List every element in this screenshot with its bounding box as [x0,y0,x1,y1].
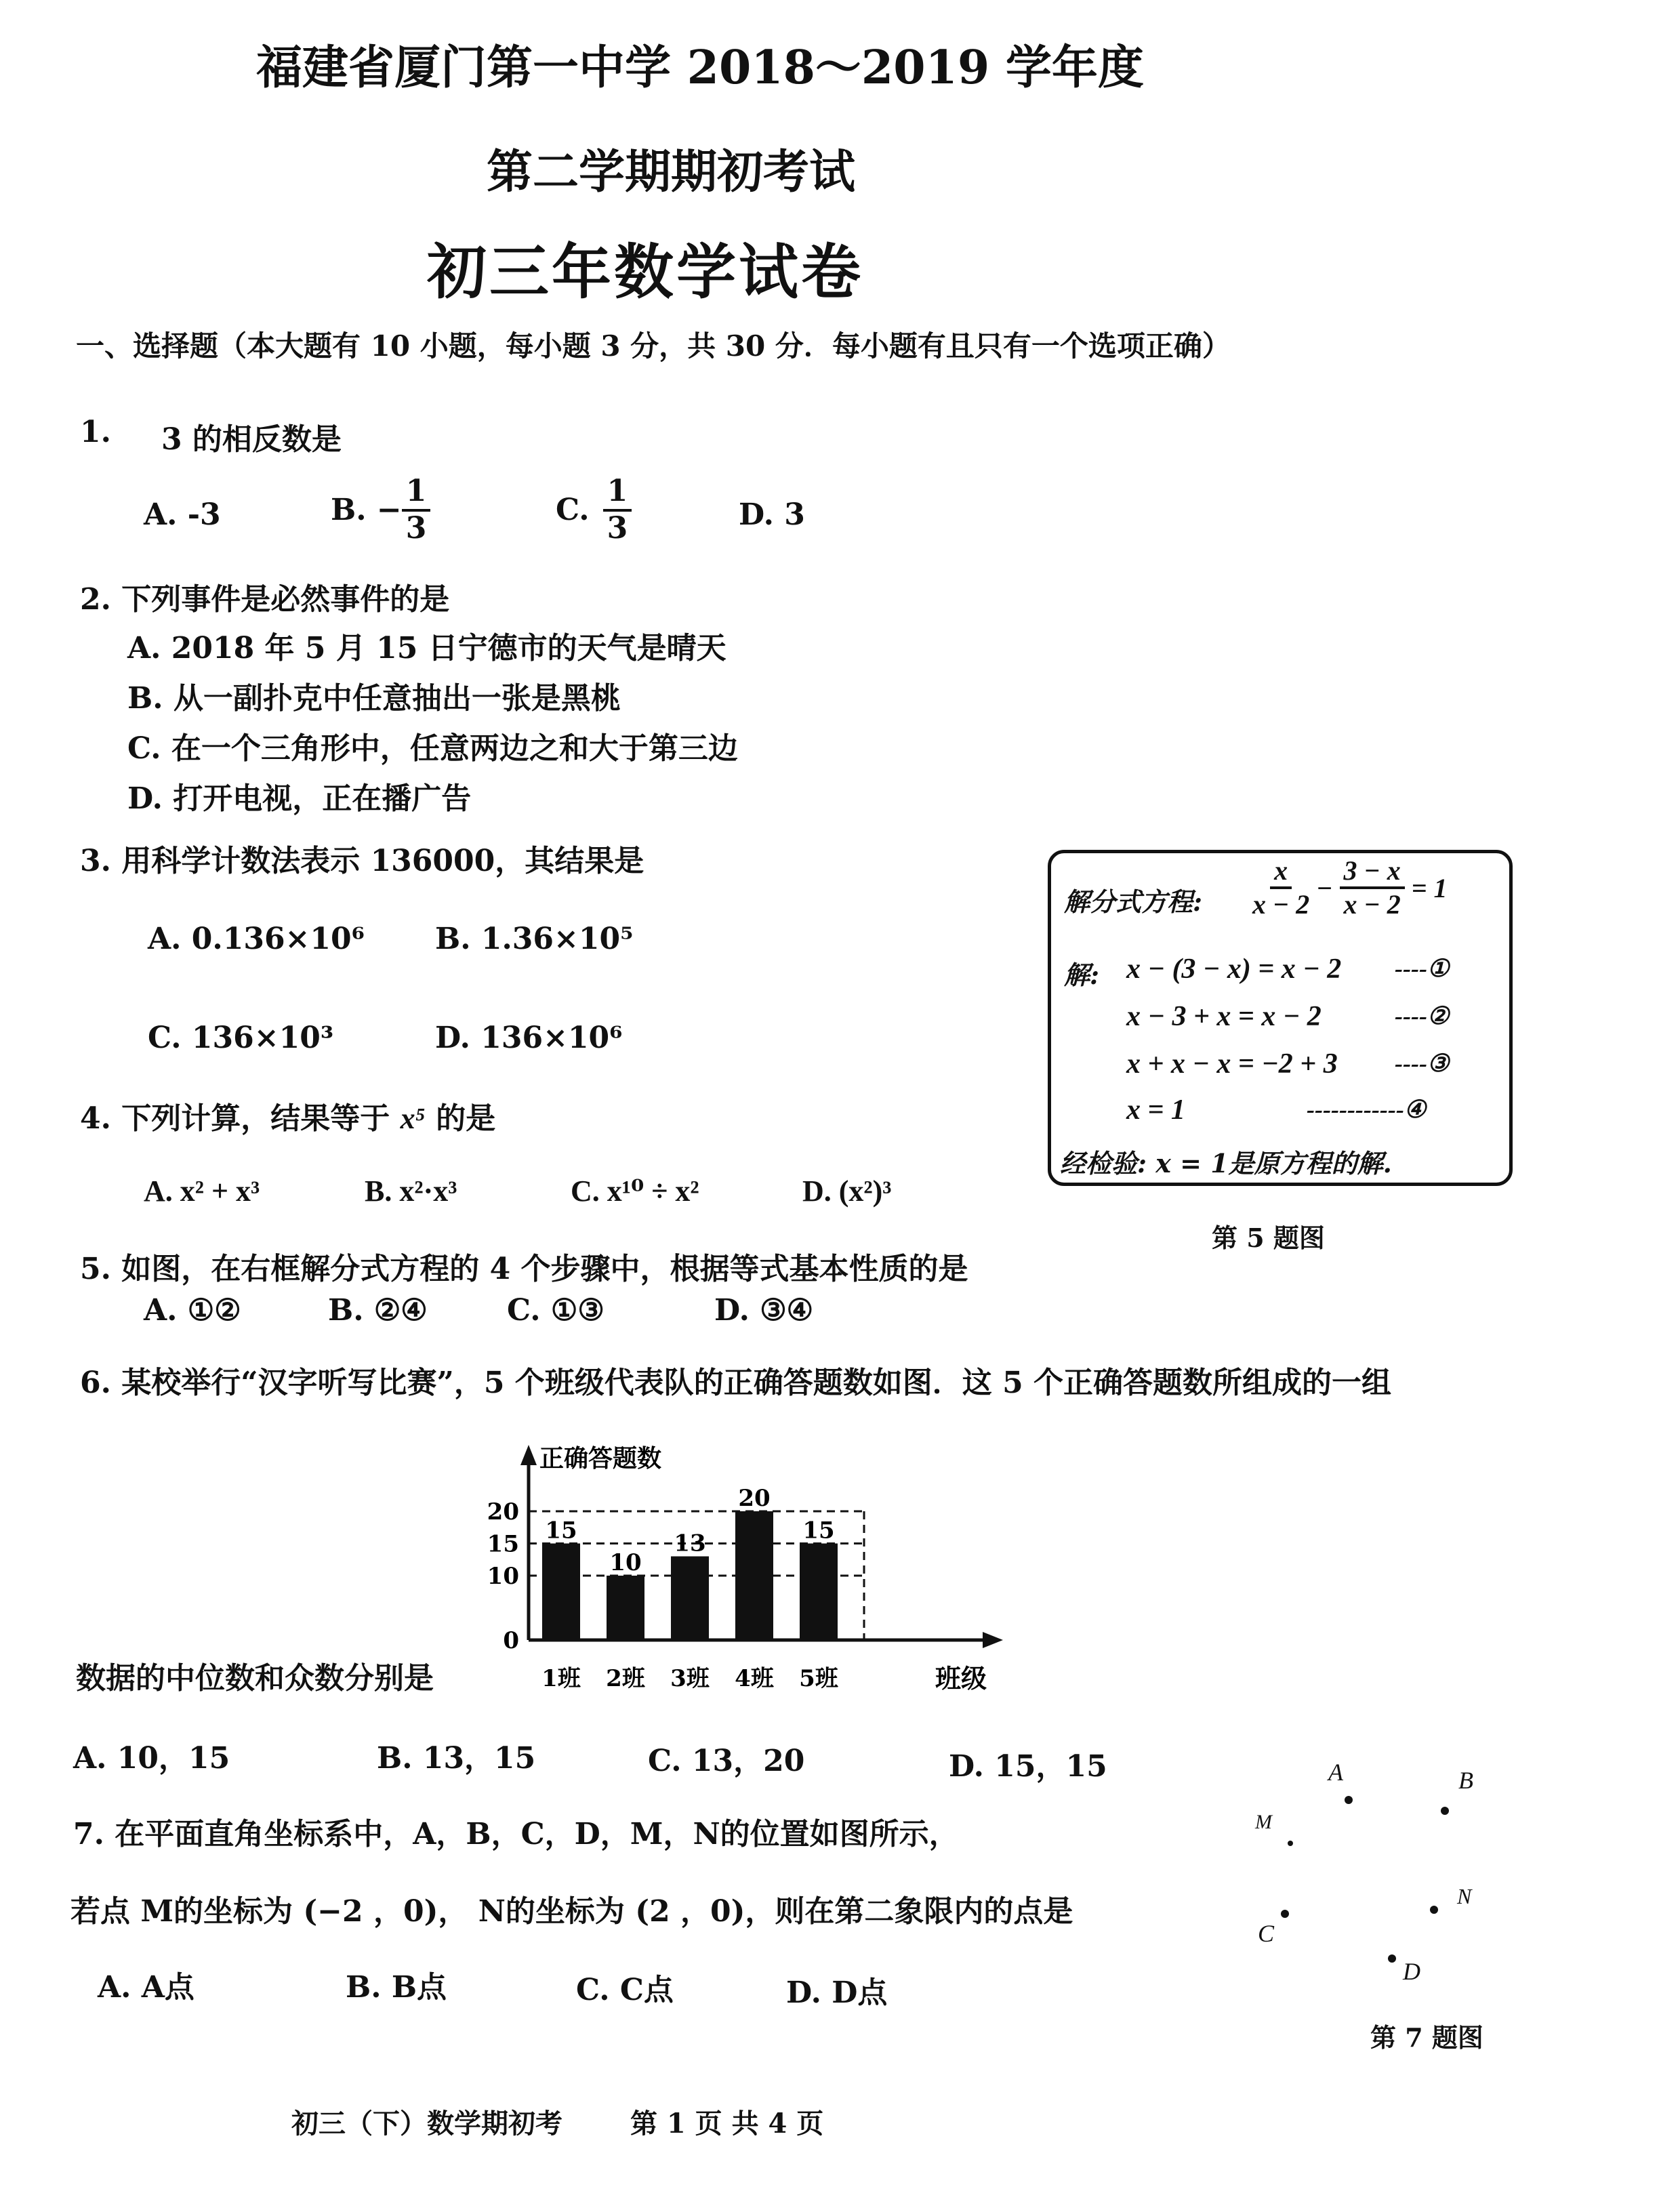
x-tick-label: 5班 [799,1665,838,1692]
q5-step-3-marker: ----③ [1395,1050,1450,1077]
q3-option-d: D. 136×10⁶ [435,1021,623,1055]
q4-option-b: B. x²·x³ [365,1174,457,1208]
section-heading: 一、选择题（本大题有 10 小题，每小题 3 分，共 30 分．每小题有且只有一个选项正确） [76,329,1231,363]
q5-option-b: B. ②④ [328,1293,428,1328]
point-b [1441,1807,1449,1815]
bar [607,1576,644,1640]
y-axis-label: 正确答题数 [539,1444,662,1473]
bar-value-label: 15 [802,1517,835,1544]
q5-fraction-1 [1252,855,1309,920]
q1-b-numerator: 1 [402,474,431,512]
q5-option-d: D. ③④ [714,1293,814,1328]
q5-step-4: x = 1 [1126,1094,1185,1126]
q1-option-c-fraction [603,474,632,546]
q4-stem-variable: x⁵ [400,1102,426,1135]
q5-step-1-marker: ----① [1395,955,1450,982]
q6-option-b: B. 13，15 [377,1741,536,1776]
q1-option-c [556,474,632,546]
q5-fraction-2 [1340,855,1405,920]
q7-option-b: B. B点 [346,1970,447,2005]
point-c-label: C [1258,1920,1275,1947]
y-tick-label: 20 [487,1498,519,1525]
q2-option-a: A. 2018 年 5 月 15 日宁德市的天气是晴天 [127,631,726,665]
q5-f2-denominator: x − 2 [1343,889,1401,920]
bar-value-label: 15 [545,1517,577,1544]
q7-caption: 第 7 题图 [1370,2022,1483,2053]
q5-f1-denominator: x − 2 [1252,889,1310,920]
q1-option-c-label: C. [556,493,590,528]
q5-f1-numerator: x [1270,855,1292,889]
bar [542,1544,580,1641]
point-b-label: B [1458,1767,1473,1794]
point-d [1388,1954,1396,1963]
y-tick-label: 0 [503,1627,519,1654]
footer-left: 初三（下）数学期初考 [291,2108,562,2139]
title-line-2: 第二学期期初考试 [487,145,856,199]
q7-stem: 7. 在平面直角坐标系中，A，B，C，D，M，N的位置如图所示， [73,1817,959,1851]
q1-b-denominator: 3 [405,510,427,546]
q6-option-a: A. 10，15 [73,1741,230,1776]
y-tick-label: 15 [487,1530,519,1558]
x-tick-label: 3班 [670,1665,710,1692]
q5-equation [1252,855,1448,920]
q2-option-d: D. 打开电视，正在播广告 [127,781,472,816]
q5-box-title: 解分式方程: [1064,886,1203,917]
q2-option-c: C. 在一个三角形中，任意两边之和大于第三边 [127,731,738,766]
q1-option-a: A. -3 [144,497,221,532]
q7-option-d: D. D点 [786,1975,888,2010]
q2-option-b: B. 从一副扑克中任意抽出一张是黑桃 [127,681,621,716]
bar [800,1544,838,1641]
x-axis-label: 班级 [935,1663,987,1694]
title-line-3: 初三年数学试卷 [427,237,864,307]
q1-option-b [331,474,430,546]
q1-option-b-label: B. − [331,493,402,528]
x-tick-label: 1班 [541,1665,581,1692]
x-tick-label: 4班 [735,1665,774,1692]
q7-option-a: A. A点 [98,1970,194,2005]
title-line-1: 福建省厦门第一中学 2018～2019 学年度 [256,41,1144,95]
q5-stem: 5. 如图，在右框解分式方程的 4 个步骤中，根据等式基本性质的是 [80,1252,968,1286]
q5-solve-label: 解: [1064,960,1100,990]
q3-option-a: A. 0.136×10⁶ [148,922,365,956]
q4-option-c: C. x¹⁰ ÷ x² [571,1174,699,1208]
bar-value-label: 20 [738,1485,771,1512]
y-tick-label: 10 [487,1563,519,1590]
q5-step-2: x − 3 + x = x − 2 [1126,1001,1322,1032]
q5-minus: − [1316,872,1333,903]
q5-rhs: = 1 [1411,872,1448,903]
bar [735,1511,773,1640]
q6-stem-continued: 数据的中位数和众数分别是 [76,1661,434,1696]
q4-option-d: D. (x²)³ [802,1174,892,1208]
point-c [1281,1910,1289,1918]
q4-option-a: A. x² + x³ [144,1174,260,1208]
q5-step-1: x − (3 − x) = x − 2 [1126,954,1342,985]
q3-option-b: B. 1.36×10⁵ [435,922,634,956]
q4-stem-text: 4. 下列计算，结果等于 [80,1101,401,1136]
q5-f2-numerator: 3 − x [1340,855,1405,889]
q7-option-c: C. C点 [576,1973,674,2007]
q6-stem: 6. 某校举行“汉字听写比赛”，5 个班级代表队的正确答题数如图．这 5 个正确答题数所组成的一组 [80,1366,1392,1400]
q5-caption: 第 5 题图 [1212,1223,1325,1253]
point-a-label: A [1328,1759,1343,1786]
point-a [1345,1796,1353,1804]
q5-option-a: A. ①② [144,1293,241,1328]
q7-stem-continued: 若点 M的坐标为 (−2 ，0)， N的坐标为 (2 ，0)，则在第二象限内的点是 [70,1894,1073,1929]
q1-option-d: D. 3 [739,497,805,532]
point-n [1430,1906,1438,1914]
q1-option-b-fraction [402,474,431,546]
q3-stem: 3. 用科学计数法表示 136000，其结果是 [80,844,644,878]
q4-stem-suffix: 的是 [425,1101,496,1136]
q6-option-c: C. 13，20 [648,1744,805,1778]
q5-step-2-marker: ----② [1395,1002,1450,1029]
q1-c-denominator: 3 [607,510,628,546]
y-axis-arrow [520,1445,537,1465]
q6-option-d: D. 15，15 [949,1749,1107,1784]
q5-step-3: x + x − x = −2 + 3 [1126,1048,1338,1080]
bar-chart [474,1437,1017,1694]
q3-option-c: C. 136×10³ [148,1021,334,1055]
point-m [1288,1841,1293,1846]
q1-c-numerator: 1 [603,474,632,512]
q4-stem [80,1094,495,1137]
point-n-label: N [1457,1884,1472,1908]
q5-check: 经检验: x = 1是原方程的解. [1060,1148,1392,1179]
point-m-label: M [1255,1811,1272,1833]
x-axis-arrow [983,1632,1003,1648]
footer-page: 第 1 页 共 4 页 [630,2108,824,2139]
x-tick-label: 2班 [606,1665,645,1692]
q5-option-c: C. ①③ [507,1293,605,1328]
q2-stem: 2. 下列事件是必然事件的是 [80,582,450,617]
bar [671,1557,709,1641]
bar-value-label: 10 [609,1549,642,1576]
q1-stem: 3 的相反数是 [161,422,342,457]
point-d-label: D [1403,1958,1420,1985]
q5-step-4-marker: ------------④ [1307,1096,1427,1123]
bar-value-label: 13 [674,1530,706,1557]
q1-number: 1. [80,415,111,449]
